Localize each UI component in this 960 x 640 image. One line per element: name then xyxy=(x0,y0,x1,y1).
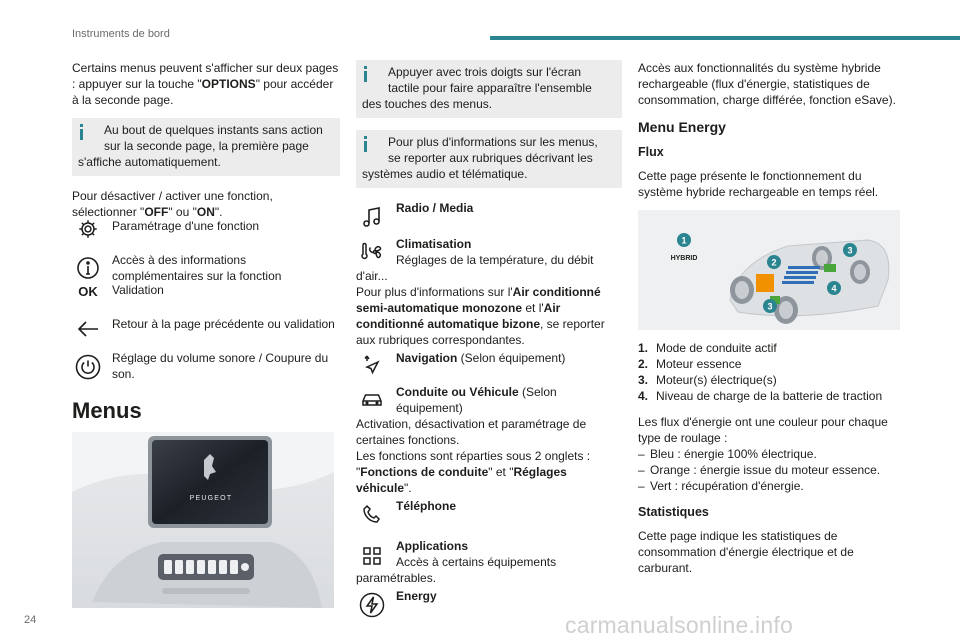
menu-row-climate: Climatisation Réglages de la température, du débit xyxy=(356,236,622,268)
screen-brand-label: PEUGEOT xyxy=(189,495,233,502)
info-icon xyxy=(72,256,104,282)
menus-heading: Menus xyxy=(72,398,142,423)
header-accent-bar xyxy=(490,36,960,40)
svg-text:3: 3 xyxy=(767,301,773,312)
menu-row-driving: Conduite ou Véhicule (Selon équipement) xyxy=(356,384,622,416)
flow-colors-list xyxy=(638,446,904,494)
column-middle xyxy=(356,60,622,620)
driving-tabs: Les fonctions sont réparties sous 2 onglets : "Fonctions de conduite" et "Réglages véhicule". xyxy=(356,449,591,495)
svg-text:1: 1 xyxy=(681,235,687,246)
music-note-icon xyxy=(356,206,388,232)
icon-row-settings: Paramétrage d'une fonction xyxy=(72,218,340,250)
climate-continuation: d'air... xyxy=(356,269,388,283)
menu-energy-heading: Menu Energy xyxy=(638,119,726,135)
flux-desc: Cette page présente le fonctionnement du système hybride rechargeable en temps réel. xyxy=(638,169,879,199)
column-right xyxy=(638,60,904,576)
column-left xyxy=(72,60,340,608)
menu-row-radio: Radio / Media xyxy=(356,200,622,234)
list-item: – Vert : récupération d'énergie. xyxy=(638,478,904,494)
ok-icon: OK xyxy=(78,284,98,299)
info-box-timeout: Au bout de quelques instants sans action sur la seconde page, la première page s'affiche automatiquement. xyxy=(72,118,340,176)
section-title: Instruments de bord xyxy=(72,28,170,40)
engine-block xyxy=(756,274,774,292)
svg-text:2: 2 xyxy=(771,257,777,268)
navigation-arrow-icon xyxy=(356,354,388,380)
info-box-three-fingers: Appuyer avec trois doigts sur l'écran tactile pour faire apparaître l'ensemble des touches des menus. xyxy=(356,60,622,118)
list-item: – Orange : énergie issue du moteur essence. xyxy=(638,462,904,478)
flux-heading: Flux xyxy=(638,145,664,159)
statistics-desc: Cette page indique les statistiques de consommation d'énergie électrique et de carburant. xyxy=(638,529,854,575)
list-item: – Bleu : énergie 100% électrique. xyxy=(638,446,904,462)
menu-row-navigation: Navigation (Selon équipement) xyxy=(356,350,622,382)
info-marker-icon xyxy=(364,66,367,82)
phone-icon xyxy=(356,504,388,530)
menu-row-apps: Applications Accès à certains équipements xyxy=(356,538,622,570)
svg-text:4: 4 xyxy=(831,283,837,294)
legend-item: 3. Moteur(s) électrique(s) xyxy=(638,373,777,387)
climate-fan-icon xyxy=(356,242,388,268)
info-marker-icon xyxy=(364,136,367,152)
statistics-heading: Statistiques xyxy=(638,505,709,519)
back-arrow-icon xyxy=(72,320,104,346)
energy-intro: Accès aux fonctionnalités du système hybride rechargeable (flux d'énergie, statistiques de consommation, charge différée, fonction eSave). xyxy=(638,61,896,107)
icon-row-validation: OK Validation xyxy=(72,282,340,310)
svg-text:3: 3 xyxy=(847,245,853,256)
flow-colors-intro: Les flux d'énergie ont une couleur pour chaque type de roulage : xyxy=(638,415,888,445)
apps-continuation: paramétrables. xyxy=(356,571,437,585)
icon-row-volume: Réglage du volume sonore / Coupure du son. xyxy=(72,350,340,384)
hybrid-flow-diagram xyxy=(638,210,900,330)
menu-row-phone: Téléphone xyxy=(356,498,622,536)
gear-icon xyxy=(72,218,104,244)
options-paragraph: Certains menus peuvent s'afficher sur deux pages : appuyer sur la touche "OPTIONS" pour accéder à la seconde page. xyxy=(72,61,339,107)
icon-row-back: Retour à la page précédente ou validation xyxy=(72,312,340,348)
watermark: carmanualsonline.info xyxy=(565,612,793,638)
apps-grid-icon xyxy=(356,546,388,572)
icon-row-info: Accès à des informations complémentaires sur la fonction xyxy=(72,252,340,288)
climate-more-info: Pour plus d'informations sur l'Air conditionné semi-automatique monozone et l'Air conditionné automatique bizone, se reporter aux rubriques correspondantes. xyxy=(356,285,605,347)
toggle-paragraph: Pour désactiver / activer une fonction, sélectionner "OFF" ou "ON". xyxy=(72,189,273,219)
legend-item: 1. Mode de conduite actif xyxy=(638,341,777,355)
legend-item: 4. Niveau de charge de la batterie de traction xyxy=(638,389,883,403)
info-marker-icon xyxy=(80,124,83,140)
page-number: 24 xyxy=(24,614,37,626)
hybrid-mode-label: HYBRID xyxy=(670,255,698,262)
diagram-legend xyxy=(638,340,904,404)
energy-bolt-icon xyxy=(356,592,388,618)
power-icon xyxy=(72,354,104,380)
dashboard-photo xyxy=(72,432,334,608)
legend-item: 2. Moteur essence xyxy=(638,357,742,371)
menu-row-energy: Energy xyxy=(356,588,622,618)
info-box-more-menus: Pour plus d'informations sur les menus, se reporter aux rubriques décrivant les systèmes audio et télématique. xyxy=(356,130,622,188)
car-icon xyxy=(356,390,388,416)
driving-desc: Activation, désactivation et paramétrage de certaines fonctions. xyxy=(356,417,587,447)
